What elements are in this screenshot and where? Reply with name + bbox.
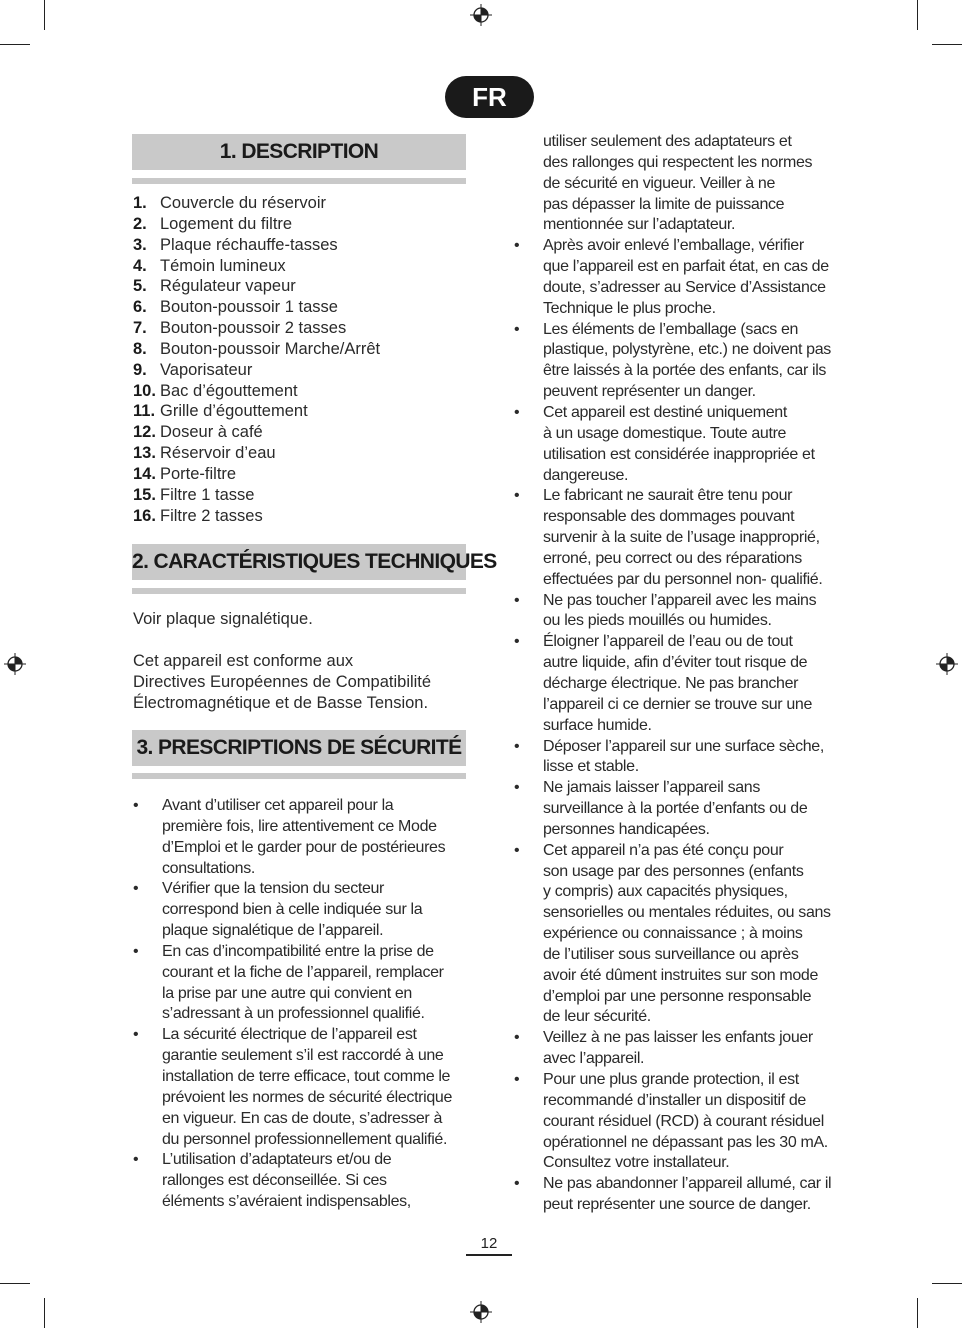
bullet-icon: • (133, 797, 139, 814)
list-item (133, 1025, 473, 1150)
item-number: 7. (133, 319, 147, 338)
item-number: 13. (133, 444, 156, 463)
technical-text-compliance (133, 651, 468, 714)
item-number: 4. (133, 256, 147, 275)
bullet-icon: • (514, 487, 520, 505)
section-title-safety: 3. PRESCRIPTIONS DE SÉCURITÉ (132, 730, 466, 766)
page-number-underline (466, 1254, 512, 1256)
safety-continuation (514, 132, 859, 236)
list-item (514, 1070, 859, 1174)
item-number: 14. (133, 464, 156, 483)
section-divider (132, 588, 466, 594)
list-item (133, 297, 380, 318)
item-number: 5. (133, 277, 147, 296)
bullet-icon: • (514, 320, 520, 338)
bullet-line: personnes handicapées. (543, 820, 710, 838)
item-label: Bouton-poussoir 2 tasses (160, 319, 347, 338)
bullet-line: la prise par une autre qui convient en (162, 984, 412, 1002)
bullet-line: s’adressant à un professionnel qualifié. (162, 1005, 425, 1023)
bullet-line: rallonges est déconseillée. Si ces (162, 1172, 387, 1190)
item-number: 2. (133, 214, 147, 233)
list-item (514, 403, 859, 486)
bullet-line: utilisation est considérée inappropriée et (543, 445, 815, 463)
bullet-line: survenir à la suite de l’usage inapproprié, (543, 529, 820, 547)
item-number: 16. (133, 506, 156, 525)
bullet-icon: • (514, 633, 520, 651)
item-label: Témoin lumineux (160, 256, 286, 275)
bullet-line: Vérifier que la tension du secteur (162, 880, 385, 898)
bullet-icon: • (514, 1071, 520, 1088)
registration-mark-icon (4, 653, 26, 675)
list-item (133, 381, 380, 402)
compliance-line: Directives Européennes de Compatibilité (133, 672, 432, 691)
list-item (133, 214, 380, 235)
bullet-line: En cas d’incompatibilité entre la prise de (162, 942, 434, 960)
crop-mark (44, 1298, 45, 1328)
bullet-line: de leur sécurité. (543, 1008, 651, 1026)
item-label: Filtre 2 tasses (160, 506, 263, 525)
compliance-line: Cet appareil est conforme aux (133, 652, 354, 670)
bullet-line: expérience ou connaissance ; à moins (543, 925, 803, 943)
crop-mark (932, 44, 962, 45)
item-number: 1. (133, 194, 147, 212)
bullet-icon: • (514, 1029, 520, 1047)
list-item (133, 339, 380, 360)
bullet-line: surface humide. (543, 716, 652, 734)
bullet-line: consultations. (162, 859, 255, 877)
list-item (133, 1150, 473, 1213)
bullet-line: décharge électrique. Ne pas brancher (543, 674, 799, 692)
bullet-line: Cet appareil n’a pas été conçu pour (543, 841, 784, 859)
bullet-line: Veillez à ne pas laisser les enfants jouer (543, 1029, 813, 1047)
compliance-line: Électromagnétique et de Basse Tension. (133, 693, 429, 712)
bullet-line: Les éléments de l’emballage (sacs en (543, 320, 799, 338)
bullet-line: peuvent représenter un danger. (543, 383, 756, 401)
bullet-line: pas dépasser la limite de puissance (543, 195, 785, 213)
bullet-line: que l’appareil est en parfait état, en cas de (543, 258, 829, 276)
crop-mark (932, 1283, 962, 1284)
registration-mark-icon (470, 1301, 492, 1323)
bullet-line: effectuées par du personnel non- qualifié. (543, 570, 823, 588)
item-label: Réservoir d’eau (160, 444, 276, 463)
bullet-line: Après avoir enlevé l’emballage, vérifier (543, 237, 804, 255)
bullet-line: courant et la fiche de l’appareil, remplacer (162, 963, 444, 981)
list-item (133, 879, 473, 942)
bullet-line: lisse et stable. (543, 758, 639, 776)
bullet-line: d’Emploi et le garder pour de postérieures (162, 838, 446, 856)
bullet-line: Déposer l’appareil sur une surface sèche, (543, 737, 824, 755)
bullet-icon: • (514, 779, 520, 797)
crop-mark (917, 1298, 918, 1328)
bullet-icon: • (133, 880, 139, 898)
list-item (514, 320, 859, 403)
section-title-technical: 2. CARACTÉRISTIQUES TECHNIQUES (132, 544, 466, 580)
list-item (133, 443, 380, 464)
section-divider (132, 773, 466, 779)
bullet-icon: • (514, 404, 520, 421)
list-item (514, 778, 859, 841)
bullet-line: être laissés à la portée des enfants, car ils (543, 362, 827, 380)
safety-list-left (133, 796, 473, 1213)
bullet-line: plastique, polystyrène, etc.) ne doivent pas (543, 341, 831, 359)
crop-mark (0, 44, 30, 45)
bullet-line: de sécurité en vigueur. Veiller à ne (543, 174, 776, 192)
bullet-line: peut représenter une source de danger. (543, 1196, 811, 1214)
safety-list-right (514, 236, 859, 1216)
item-label: Plaque réchauffe-tasses (160, 235, 338, 254)
bullet-line: prévoient les normes de sécurité électrique (162, 1088, 452, 1106)
list-item (133, 506, 380, 527)
item-number: 11. (133, 402, 156, 421)
bullet-line: des rallonges qui respectent les normes (543, 153, 813, 171)
bullet-line: éléments s’avéraient indispensables, (162, 1193, 411, 1211)
bullet-line: L’utilisation d’adaptateurs et/ou de (162, 1151, 392, 1169)
bullet-line: Le fabricant ne saurait être tenu pour (543, 487, 793, 505)
list-item (514, 1174, 859, 1216)
item-label: Logement du filtre (160, 214, 293, 233)
bullet-line: garantie seulement s’il est raccordé à une (162, 1047, 444, 1065)
list-item (133, 485, 380, 506)
bullet-icon: • (133, 1151, 139, 1169)
list-item (133, 464, 380, 485)
list-item (133, 422, 380, 443)
bullet-line: du personnel professionnellement qualifié. (162, 1130, 448, 1148)
bullet-line: plaque signalétique de l’appareil. (162, 922, 384, 940)
item-label: Doseur à café (160, 423, 263, 442)
bullet-line: première fois, lire attentivement ce Mode (162, 817, 437, 835)
bullet-icon: • (133, 942, 139, 960)
bullet-line: de l’utiliser sous surveillance ou après (543, 945, 799, 963)
crop-mark (0, 1283, 30, 1284)
list-item (133, 276, 380, 297)
bullet-line: Consultez votre installateur. (543, 1154, 730, 1172)
crop-mark (917, 0, 918, 30)
list-item (133, 318, 380, 339)
bullet-line: erroné, peu correct ou des réparations (543, 549, 802, 567)
bullet-line: l’appareil ci ce dernier se trouve sur une (543, 695, 813, 713)
item-number: 15. (133, 485, 156, 504)
item-number: 10. (133, 381, 156, 400)
registration-mark-icon (936, 653, 958, 675)
bullet-icon: • (514, 841, 520, 859)
item-label: Régulateur vapeur (160, 277, 296, 296)
item-label: Bac d’égouttement (160, 381, 298, 400)
bullet-line: La sécurité électrique de l’appareil est (162, 1026, 417, 1044)
page-number: 12 (480, 1235, 498, 1252)
list-item (133, 942, 473, 1025)
bullet-line: Ne pas toucher l’appareil avec les mains (543, 591, 817, 609)
section-divider (132, 178, 466, 184)
bullet-line: surveillance à la portée d’enfants ou de (543, 800, 808, 818)
bullet-line: à un usage domestique. Toute autre (543, 424, 787, 442)
bullet-line: Ne jamais laisser l’appareil sans (543, 779, 760, 797)
bullet-icon: • (514, 737, 520, 755)
list-item (133, 235, 380, 256)
bullet-line: recommandé d’installer un dispositif de (543, 1091, 806, 1109)
bullet-icon: • (514, 591, 520, 609)
list-item (514, 632, 859, 736)
list-item (514, 841, 859, 1029)
list-item (514, 1028, 859, 1070)
crop-mark (44, 0, 45, 30)
item-label: Bouton-poussoir 1 tasse (160, 298, 338, 317)
bullet-line: utiliser seulement des adaptateurs et (543, 133, 792, 150)
item-number: 12. (133, 423, 156, 442)
bullet-line: Cet appareil est destiné uniquement (543, 404, 787, 421)
list-item (133, 193, 380, 214)
item-number: 3. (133, 235, 147, 254)
bullet-line: son usage par des personnes (enfants (543, 862, 804, 880)
bullet-line: y compris) aux capacités physiques, (543, 883, 788, 901)
bullet-line: Éloigner l’appareil de l’eau ou de tout (543, 633, 793, 651)
bullet-line: opérationnel ne dépassant pas les 30 mA. (543, 1133, 828, 1151)
item-number: 9. (133, 360, 147, 379)
language-badge: FR (445, 76, 534, 118)
bullet-line: dangereuse. (543, 466, 629, 484)
bullet-line: sensorielles ou mentales réduites, ou sans (543, 904, 831, 922)
list-item (514, 591, 859, 633)
bullet-line: Technique le plus proche. (543, 299, 716, 317)
bullet-line: mentionnée sur l’adaptateur. (543, 216, 736, 234)
item-label: Porte-filtre (160, 464, 237, 483)
item-number: 6. (133, 298, 147, 317)
bullet-line: responsable des dommages pouvant (543, 508, 795, 526)
bullet-line: Ne pas abandonner l’appareil allumé, car il (543, 1175, 832, 1193)
list-item (514, 486, 859, 590)
bullet-line: courant résiduel (RCD) à courant résiduel (543, 1112, 824, 1130)
bullet-icon: • (514, 1175, 520, 1193)
bullet-line: doute, s’adresser au Service d’Assistance (543, 278, 826, 296)
item-label: Couvercle du réservoir (160, 194, 326, 212)
parts-list (133, 193, 380, 527)
bullet-line: avoir été dûment instruites sur son mode (543, 966, 819, 984)
bullet-line: installation de terre efficace, tout comme le (162, 1067, 451, 1085)
list-item (133, 256, 380, 277)
bullet-line: ou les pieds mouillés ou humides. (543, 612, 772, 630)
list-item (514, 236, 859, 319)
list-item (514, 737, 859, 779)
item-label: Grille d’égouttement (160, 402, 308, 421)
bullet-line: correspond bien à celle indiquée sur la (162, 901, 423, 919)
list-item (133, 360, 380, 381)
bullet-line: en vigueur. En cas de doute, s’adresser à (162, 1109, 443, 1127)
technical-text-nameplate: Voir plaque signalétique. (133, 610, 313, 628)
item-number: 8. (133, 339, 147, 358)
bullet-line: autre liquide, afin d’éviter tout risque de (543, 654, 808, 672)
bullet-icon: • (514, 237, 520, 255)
bullet-icon: • (133, 1026, 139, 1044)
item-label: Filtre 1 tasse (160, 485, 255, 504)
bullet-line: d’emploi par une personne responsable (543, 987, 812, 1005)
bullet-line: Pour une plus grande protection, il est (543, 1071, 799, 1088)
list-item (133, 401, 380, 422)
bullet-line: avec l’appareil. (543, 1050, 645, 1068)
list-item (133, 796, 473, 879)
item-label: Bouton-poussoir Marche/Arrêt (160, 339, 381, 358)
section-title-description: 1. DESCRIPTION (132, 134, 466, 170)
bullet-line: Avant d’utiliser cet appareil pour la (162, 797, 394, 814)
item-label: Vaporisateur (160, 360, 253, 379)
registration-mark-icon (470, 4, 492, 26)
